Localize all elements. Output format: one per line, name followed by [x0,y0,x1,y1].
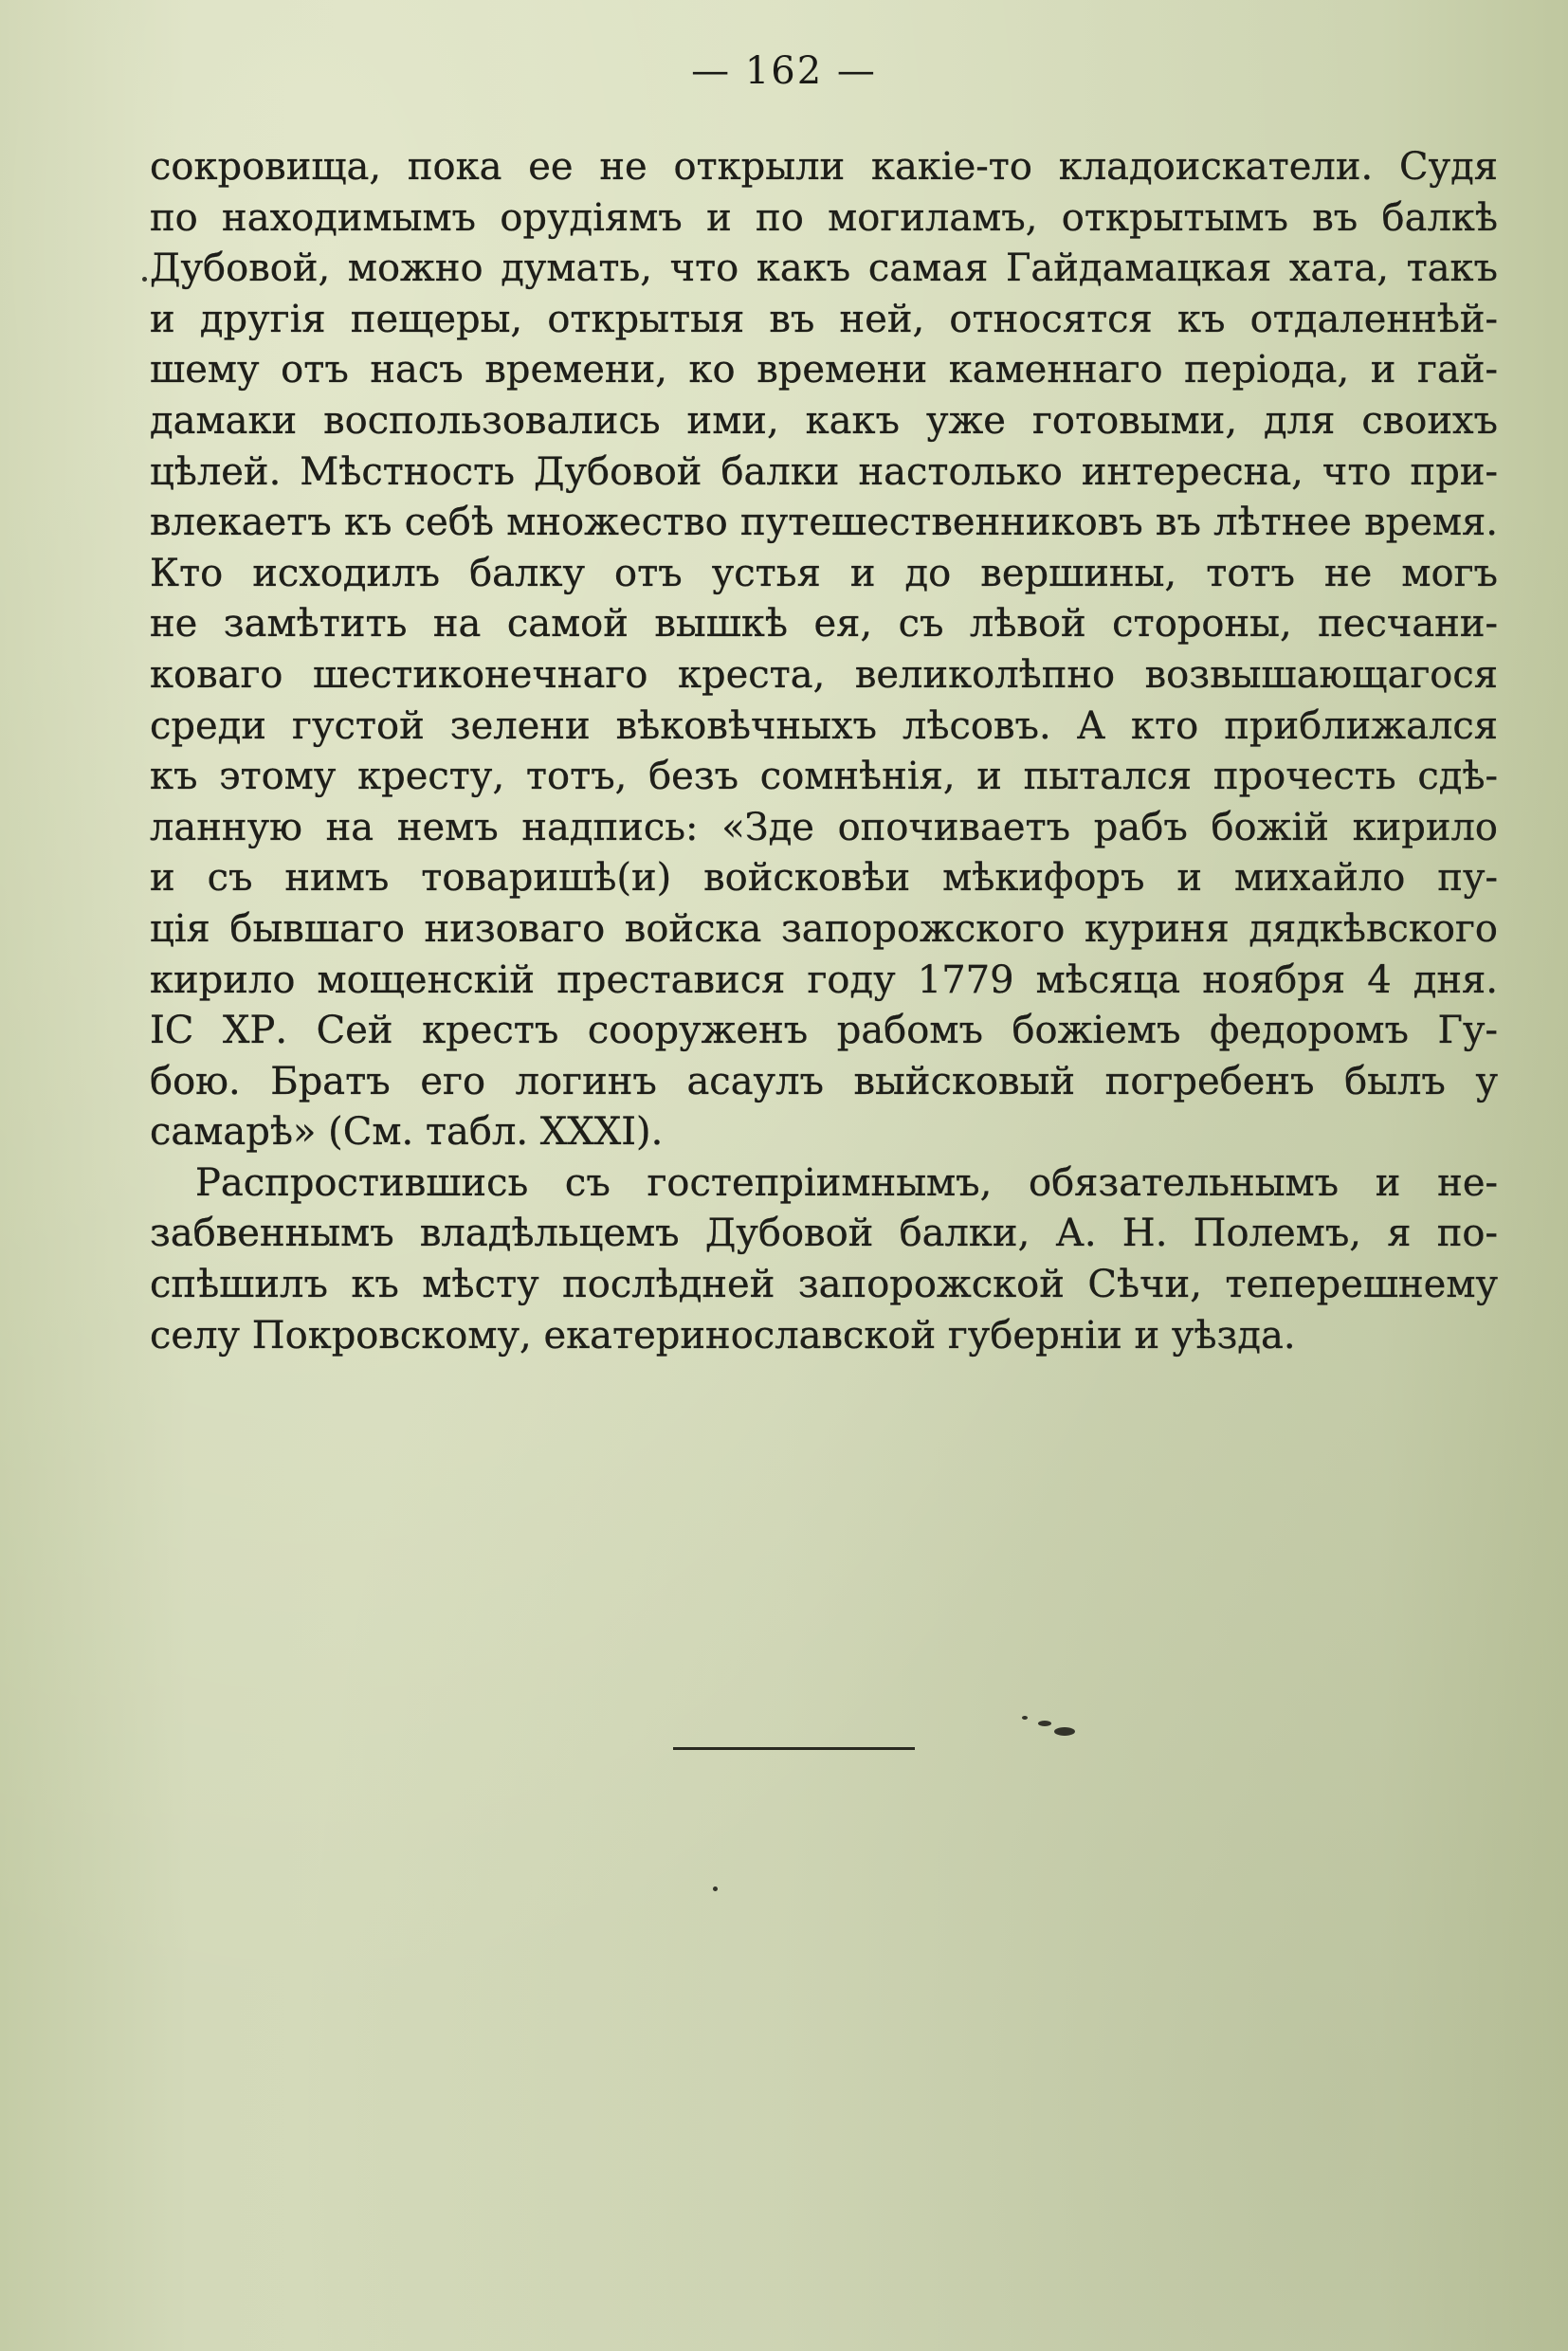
text-line: спѣшилъ къ мѣсту послѣдней запорожской Сѣчи, теперешнему [150,1263,1498,1307]
text-line: влекаетъ къ себѣ множество путешественниковъ въ лѣтнее время. [150,501,1498,545]
page-number: — 162 — [691,49,877,93]
text-line: селу Покровскому, екатеринославской губерніи и уѣзда. [150,1313,1296,1358]
text-line: забвеннымъ владѣльцемъ Дубовой балки, А. Н. Полемъ, я по- [150,1212,1498,1256]
print-speck [1054,1727,1075,1736]
text-line: кирило мощенскій преставися году 1779 мѣсяца ноября 4 дня. [150,957,1498,1002]
text-line: ція бывшаго низоваго войска запорожского куриня дядкѣвского [150,906,1498,951]
text-line: Дубовой, можно думать, что какъ самая Гайдамацкая хата, такъ [150,246,1498,291]
text-line: цѣлей. Мѣстность Дубовой балки настолько интересна, что при- [150,449,1498,494]
text-line: по находимымъ орудіямъ и по могиламъ, открытымъ въ балкѣ [150,195,1498,240]
closing-rule [673,1747,915,1750]
text-line: IС ХР. Сей крестъ сооруженъ рабомъ божіемъ федоромъ Гу- [150,1009,1498,1053]
text-line: Распростившись съ гостепріимнымъ, обязательнымъ и не- [195,1160,1498,1205]
text-line: среди густой зелени вѣковѣчныхъ лѣсовъ. А кто приближался [150,703,1498,748]
text-line: не замѣтить на самой вышкѣ ея, съ лѣвой стороны, песчани- [150,602,1498,647]
text-line: ланную на немъ надпись: «Зде опочиваетъ рабъ божій кирило [150,805,1498,849]
text-line: къ этому кресту, тотъ, безъ сомнѣнія, и пытался прочесть сдѣ- [150,755,1498,799]
text-line: коваго шестиконечнаго креста, великолѣпно возвышающагося [150,652,1498,697]
text-line: шему отъ насъ времени, ко времени каменнаго періода, и гай- [150,348,1498,392]
print-speck [142,277,147,282]
text-line: самарѣ» (См. табл. XXXI). [150,1110,664,1155]
text-line: сокровища, пока ее не открыли какіе-то кладоискатели. Судя [150,145,1498,189]
text-line: бою. Братъ его логинъ асаулъ выйсковый погребенъ былъ у [150,1059,1498,1103]
text-line: и съ нимъ товаришѣ(и) войсковѣи мѣкифоръ и михайло пу- [150,856,1498,901]
text-line: и другія пещеры, открытыя въ ней, относятся къ отдаленнѣй- [150,297,1498,341]
print-speck [1022,1716,1028,1720]
body-text [150,142,1498,1361]
print-speck [1038,1721,1051,1726]
text-line: дамаки воспользовались ими, какъ уже готовыми, для своихъ [150,398,1498,443]
print-speck [713,1886,718,1891]
text-line: Кто исходилъ балку отъ устья и до вершины, тотъ не могъ [150,551,1498,595]
